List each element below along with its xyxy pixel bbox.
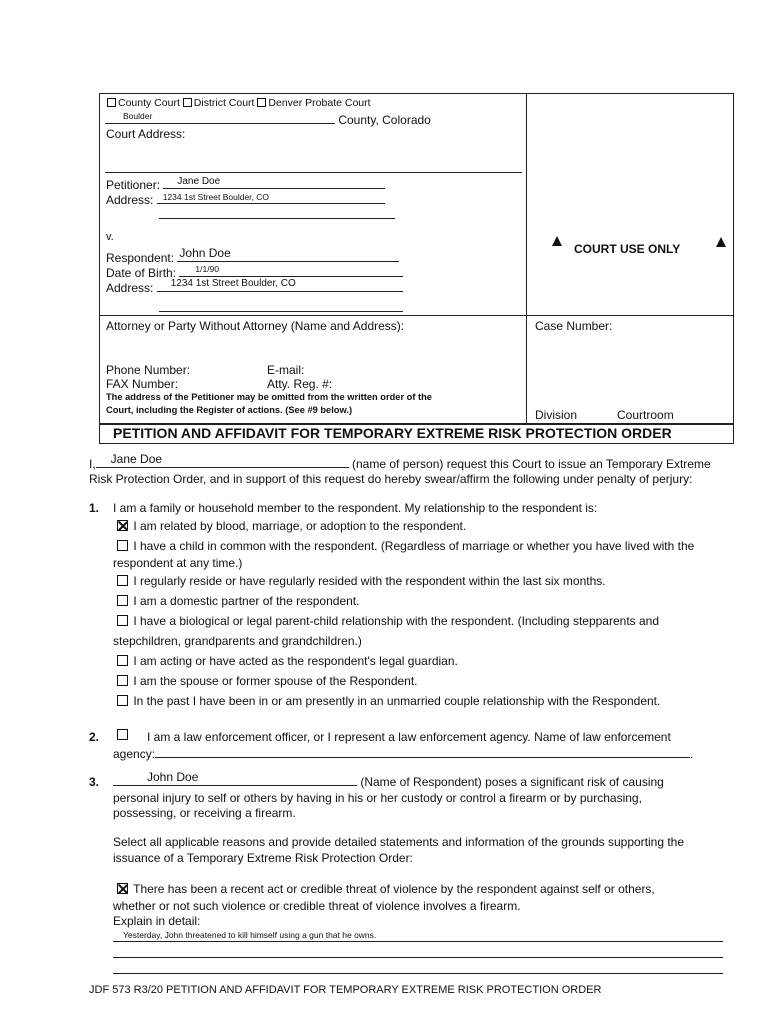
- address-notice-line1: The address of the Petitioner may be omitted from the written order of the: [106, 392, 432, 402]
- respondent-label: Respondent:: [106, 251, 175, 265]
- petitioner-name-field[interactable]: [96, 452, 349, 468]
- caption-divider: [99, 315, 733, 316]
- recent-threat-checkbox[interactable]: [117, 883, 128, 894]
- intro-line1: [89, 452, 711, 471]
- respondent-address-field[interactable]: [157, 280, 403, 292]
- respondent-name: John Doe: [179, 246, 231, 260]
- item1-option3-label: I regularly reside or have regularly resided with the respondent within the last six months.: [133, 574, 606, 588]
- related-by-blood-checkbox[interactable]: [117, 520, 128, 531]
- district-court-checkbox[interactable]: [183, 98, 192, 107]
- item1-option2-label: I have a child in common with the respondent. (Regardless of marriage or whether you have lived with the: [133, 539, 695, 553]
- respondent-line: [106, 246, 399, 265]
- case-number-label: Case Number:: [535, 319, 613, 333]
- explain-value: Yesterday, John threatened to kill himself using a gun that he owns.: [123, 930, 377, 940]
- item2-number: 2.: [89, 730, 100, 744]
- petitioner-label: Petitioner:: [106, 178, 161, 192]
- child-in-common-checkbox[interactable]: [117, 540, 128, 551]
- intro-prefix: I,: [89, 457, 96, 471]
- atty-reg-label: Atty. Reg. #:: [267, 377, 333, 391]
- versus-label: v.: [106, 231, 114, 243]
- item1-option5: [117, 614, 659, 628]
- item1-option1-label: I am related by blood, marriage, or adoption to the respondent.: [133, 519, 467, 533]
- court-address-divider: [105, 172, 522, 173]
- item1-option8: [117, 694, 660, 708]
- form-title: PETITION AND AFFIDAVIT FOR TEMPORARY EXTREME RISK PROTECTION ORDER: [113, 425, 672, 441]
- fax-label: FAX Number:: [106, 377, 179, 391]
- law-enforcement-checkbox[interactable]: [117, 729, 128, 740]
- address-notice-line2: Court, including the Register of actions. (See #9 below.): [106, 405, 353, 415]
- county-suffix: County, Colorado: [338, 113, 431, 127]
- explain-line2[interactable]: [113, 957, 723, 958]
- item1-option4-label: I am a domestic partner of the respondent.: [133, 594, 360, 608]
- county-line: [105, 112, 431, 127]
- petitioner-line: [106, 177, 385, 192]
- item1-option3: [117, 574, 606, 588]
- form-footer: JDF 573 R3/20 PETITION AND AFFIDAVIT FOR TEMPORARY EXTREME RISK PROTECTION ORDER: [89, 984, 602, 996]
- agency-label: agency:: [113, 747, 156, 761]
- attorney-label: Attorney or Party Without Attorney (Name and Address):: [106, 319, 405, 333]
- item1-number: 1.: [89, 501, 100, 515]
- petitioner-name: Jane Doe: [177, 176, 221, 187]
- courtroom-label: Courtroom: [617, 408, 674, 422]
- county-field[interactable]: [105, 112, 335, 124]
- petitioner-address-field[interactable]: [157, 192, 385, 204]
- division-label: Division: [535, 408, 578, 422]
- petitioner-address-line2[interactable]: [159, 218, 395, 219]
- respondent-address-line: [106, 280, 403, 295]
- item1-option4: [117, 594, 359, 608]
- item3-line1: [113, 770, 664, 789]
- respondent-field[interactable]: [177, 246, 399, 262]
- domestic-partner-checkbox[interactable]: [117, 595, 128, 606]
- item3-line3: possessing, or receiving a firearm.: [113, 806, 296, 820]
- county-court-label: County Court: [118, 97, 180, 109]
- email-label: E-mail:: [267, 363, 305, 377]
- item3-select-line1: Select all applicable reasons and provide detailed statements and information of the grounds supporting the: [113, 835, 685, 849]
- respondent-name-field[interactable]: [113, 770, 357, 786]
- up-triangle-icon: [716, 237, 726, 247]
- item1-option6-label: I am acting or have acted as the respondent's legal guardian.: [133, 654, 458, 668]
- item1-option7-label: I am the spouse or former spouse of the Respondent.: [133, 674, 418, 688]
- item3-line1-text: (Name of Respondent) poses a significant risk of causing: [360, 775, 664, 789]
- phone-label: Phone Number:: [106, 363, 191, 377]
- explain-label: Explain in detail:: [113, 914, 201, 928]
- dob-label: Date of Birth:: [106, 266, 177, 280]
- item1-option5-label: I have a biological or legal parent-child relationship with the respondent. (Including stepparents and: [133, 614, 660, 628]
- dob-field[interactable]: [179, 265, 403, 277]
- court-use-area-right: [716, 236, 726, 250]
- item2-agency-line: agency: .: [113, 747, 694, 761]
- denver-probate-checkbox[interactable]: [257, 98, 266, 107]
- unmarried-couple-checkbox[interactable]: [117, 695, 128, 706]
- intro-line2: Risk Protection Order, and in support of this request do hereby swear/affirm the following under penalty of perjury:: [89, 472, 693, 486]
- item3-select-line2: issuance of a Temporary Extreme Risk Protection Order:: [113, 851, 413, 865]
- item3-number: 3.: [89, 775, 100, 789]
- court-address-label: Court Address:: [106, 127, 186, 141]
- explain-line3[interactable]: [113, 973, 723, 974]
- petitioner-address-value: 1234 1st Street Boulder, CO: [162, 192, 270, 202]
- petitioner-field[interactable]: [163, 177, 385, 189]
- intro-name-value: Jane Doe: [110, 452, 163, 466]
- reside-with-checkbox[interactable]: [117, 575, 128, 586]
- item1-option5-cont: stepchildren, grandparents and grandchildren.): [113, 634, 362, 648]
- caption-right-box: [526, 93, 734, 425]
- court-use-label: COURT USE ONLY: [574, 242, 681, 256]
- item2-text: I am a law enforcement officer, or I represent a law enforcement agency. Name of law enforcement: [147, 730, 671, 744]
- item1-option2: [117, 539, 694, 553]
- denver-probate-label: Denver Probate Court: [268, 97, 371, 109]
- item1-text: I am a family or household member to the respondent. My relationship to the respondent is:: [113, 501, 598, 515]
- county-value: Boulder: [123, 111, 153, 121]
- district-court-label: District Court: [193, 97, 255, 109]
- respondent-address-line2[interactable]: [159, 311, 403, 312]
- respondent-address-label: Address:: [106, 281, 154, 295]
- item1-option6: [117, 654, 458, 668]
- legal-guardian-checkbox[interactable]: [117, 655, 128, 666]
- item1-option8-label: In the past I have been in or am presently in an unmarried couple relationship with the Respondent.: [133, 694, 661, 708]
- up-triangle-icon: [552, 236, 562, 246]
- item3-threat-line1: [117, 882, 655, 896]
- county-court-checkbox[interactable]: [107, 98, 116, 107]
- intro-line1-text: (name of person) request this Court to issue an Temporary Extreme: [352, 457, 711, 471]
- item3-threat-label: There has been a recent act or credible threat of violence by the respondent against self or others,: [133, 882, 655, 896]
- court-use-area: [552, 236, 562, 249]
- respondent-dob: 1/1/90: [195, 264, 220, 274]
- item2-checkbox-wrap: [117, 728, 130, 742]
- item1-option1: [117, 519, 466, 533]
- petitioner-address-label: Address:: [106, 193, 154, 207]
- petitioner-address-line: [106, 192, 385, 207]
- item1-option7: [117, 674, 418, 688]
- parent-child-checkbox[interactable]: [117, 615, 128, 626]
- item3-threat-line2: whether or not such violence or credible threat of violence involves a firearm.: [113, 899, 521, 913]
- spouse-checkbox[interactable]: [117, 675, 128, 686]
- respondent-address-value: 1234 1st Street Boulder, CO: [170, 278, 296, 289]
- court-type-options: [107, 97, 371, 109]
- item3-respondent-value: John Doe: [147, 770, 199, 784]
- explain-line1[interactable]: [113, 941, 723, 942]
- agency-field[interactable]: [155, 746, 690, 758]
- item1-option2-cont: respondent at any time.): [113, 556, 243, 570]
- item3-line2: personal injury to self or others by having in his or her custody or control a firearm or by purchasing,: [113, 791, 642, 805]
